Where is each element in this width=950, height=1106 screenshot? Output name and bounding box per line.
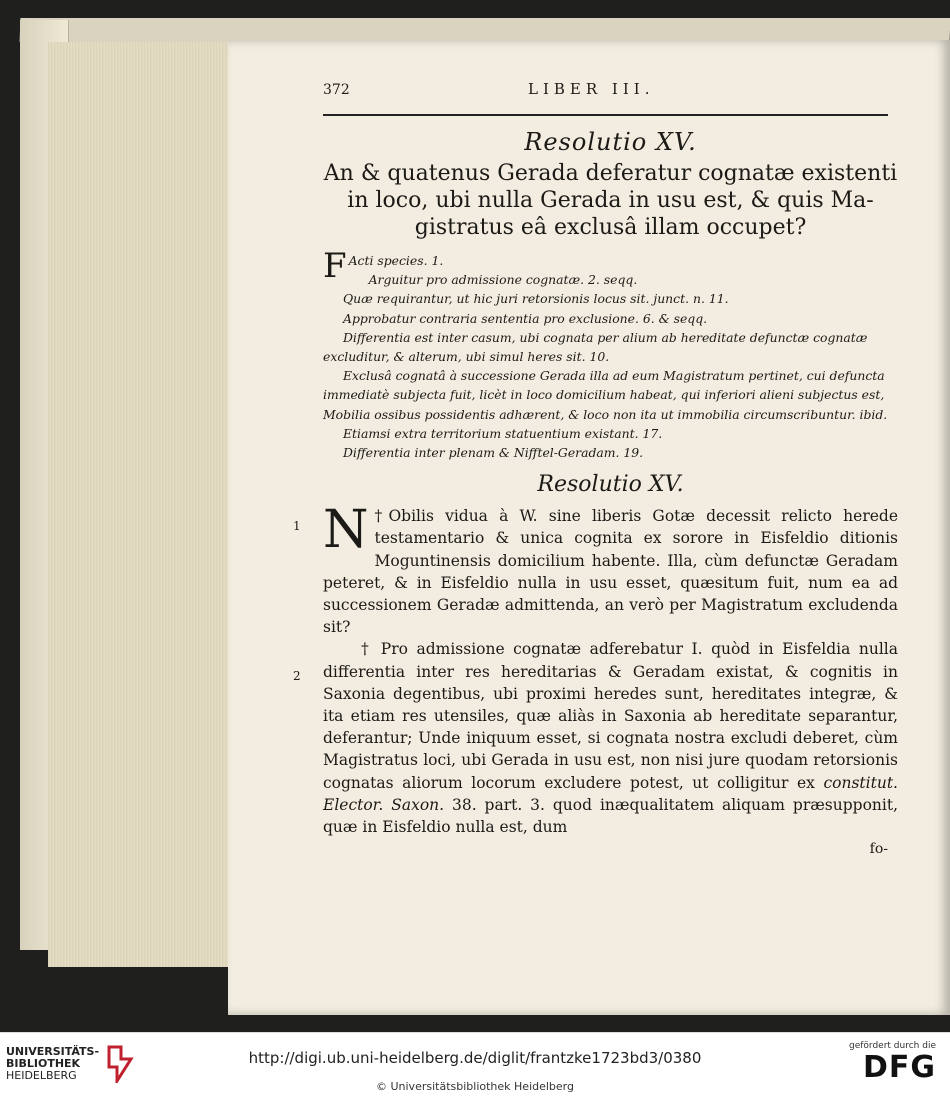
summary-item: Approbatur contraria sententia pro exclusione. 6. & seqq. <box>343 310 708 326</box>
page-number: 372 <box>323 82 350 98</box>
body-text <box>293 500 899 860</box>
funded-by-label: gefördert durch die <box>849 1041 936 1051</box>
page-header <box>323 80 898 108</box>
summary-item: Differentia inter plenam & Nifftel-Geradam. 19. <box>343 445 644 461</box>
summary-item: F Acti species. 1. <box>323 246 444 286</box>
summary-item: Arguitur pro admissione cognatæ. 2. seqq. <box>368 272 638 288</box>
dfg-logo[interactable] <box>849 1041 936 1085</box>
running-head: LIBER III. <box>528 80 655 98</box>
chapter-title <box>323 160 898 241</box>
library-name: UNIVERSITÄTS- BIBLIOTHEK HEIDELBERG <box>6 1045 100 1082</box>
summary-item: Etiamsi extra territorium statuentium existant. 17. <box>343 425 663 441</box>
page-url-link[interactable]: http://digi.ub.uni-heidelberg.de/diglit/frantzke1723bd3/0380 <box>248 1049 702 1067</box>
page-content <box>293 80 899 860</box>
catchword: fo- <box>869 841 888 858</box>
drop-cap: N <box>323 500 369 561</box>
viewer-footer <box>0 1032 950 1106</box>
resolutio-heading: Resolutio XV. <box>524 128 697 156</box>
summary-item: Quæ requirantur, ut hic juri retorsionis locus sit. junct. n. 11. <box>343 291 729 307</box>
book-top-edge <box>20 18 950 42</box>
margin-number: 1 <box>293 519 301 534</box>
dagger-mark: † <box>374 507 389 526</box>
title-line: gistratus eâ exclusâ illam occupet? <box>414 215 807 240</box>
page-block-edge <box>48 42 228 967</box>
summary-item: Differentia est inter casum, ubi cognata per alium ab hereditate defunctæ cognatæ excluditur, & alterum, ubi simul heres sit. 10. <box>323 329 868 365</box>
title-line: An & quatenus Gerada deferatur cognatæ existenti <box>323 161 898 186</box>
copyright-text: © Universitätsbibliothek Heidelberg <box>375 1080 574 1093</box>
summary-initial: F <box>323 246 347 286</box>
margin-number: 2 <box>293 669 301 684</box>
dfg-wordmark: DFG <box>862 1050 936 1085</box>
book-page <box>228 40 950 1015</box>
paragraph: † Pro admissione cognatæ adferebatur I. quòd in Eisfeldia nulla differentia inter res hereditarias & Geradam existat, & cognitis in Saxonia degentibus, ubi proximi heredes sunt, hereditates integræ, & ita etiam res utensiles, quæ aliàs in Saxonia ab hereditate separantur, deferantur; Unde iniquum esset, si cognata nostra excludi deberet, cùm Magistratus loci, ubi Gerada in usu est, non nisi jure quodam retorsionis cognatas aliorum locorum excludere potest, ut colligitur ex constitut. Elector. Saxon. 38. part. 3. quod inæqualitatem aliquam præsupponit, quæ in Eisfeldio nulla est, dum <box>323 640 899 837</box>
summary-item: Exclusâ cognatâ à successione Gerada illa ad eum Magistratum pertinet, cui defuncta immediatè subjecta fuit, licèt in loco domicilium habeat, qui inferiori alieni subjectus est, Mobilia ossibus possidentis adhærent, & loco non ita ut immobilia circumscribuntur. ibid. <box>323 368 888 422</box>
header-rule <box>323 114 888 116</box>
paragraph: † N Obilis vidua à W. sine liberis Gotæ decessit relicto herede testamentario & unica cognita ex sorore in Eisfeldio ditionis Moguntinensis domicilium habente. Illa, cùm defunctæ Geradam peteret, & in Eisfeldio nulla in usu esset, quæsitum fuit, num ea ad successionem Geradæ admittenda, an verò per Magistratum excludenda sit? <box>323 500 898 637</box>
resolutio-heading-2: Resolutio XV. <box>537 472 684 498</box>
title-line: in loco, ubi nulla Gerada in usu est, & quis Ma- <box>347 188 874 213</box>
summary-block <box>323 246 898 462</box>
